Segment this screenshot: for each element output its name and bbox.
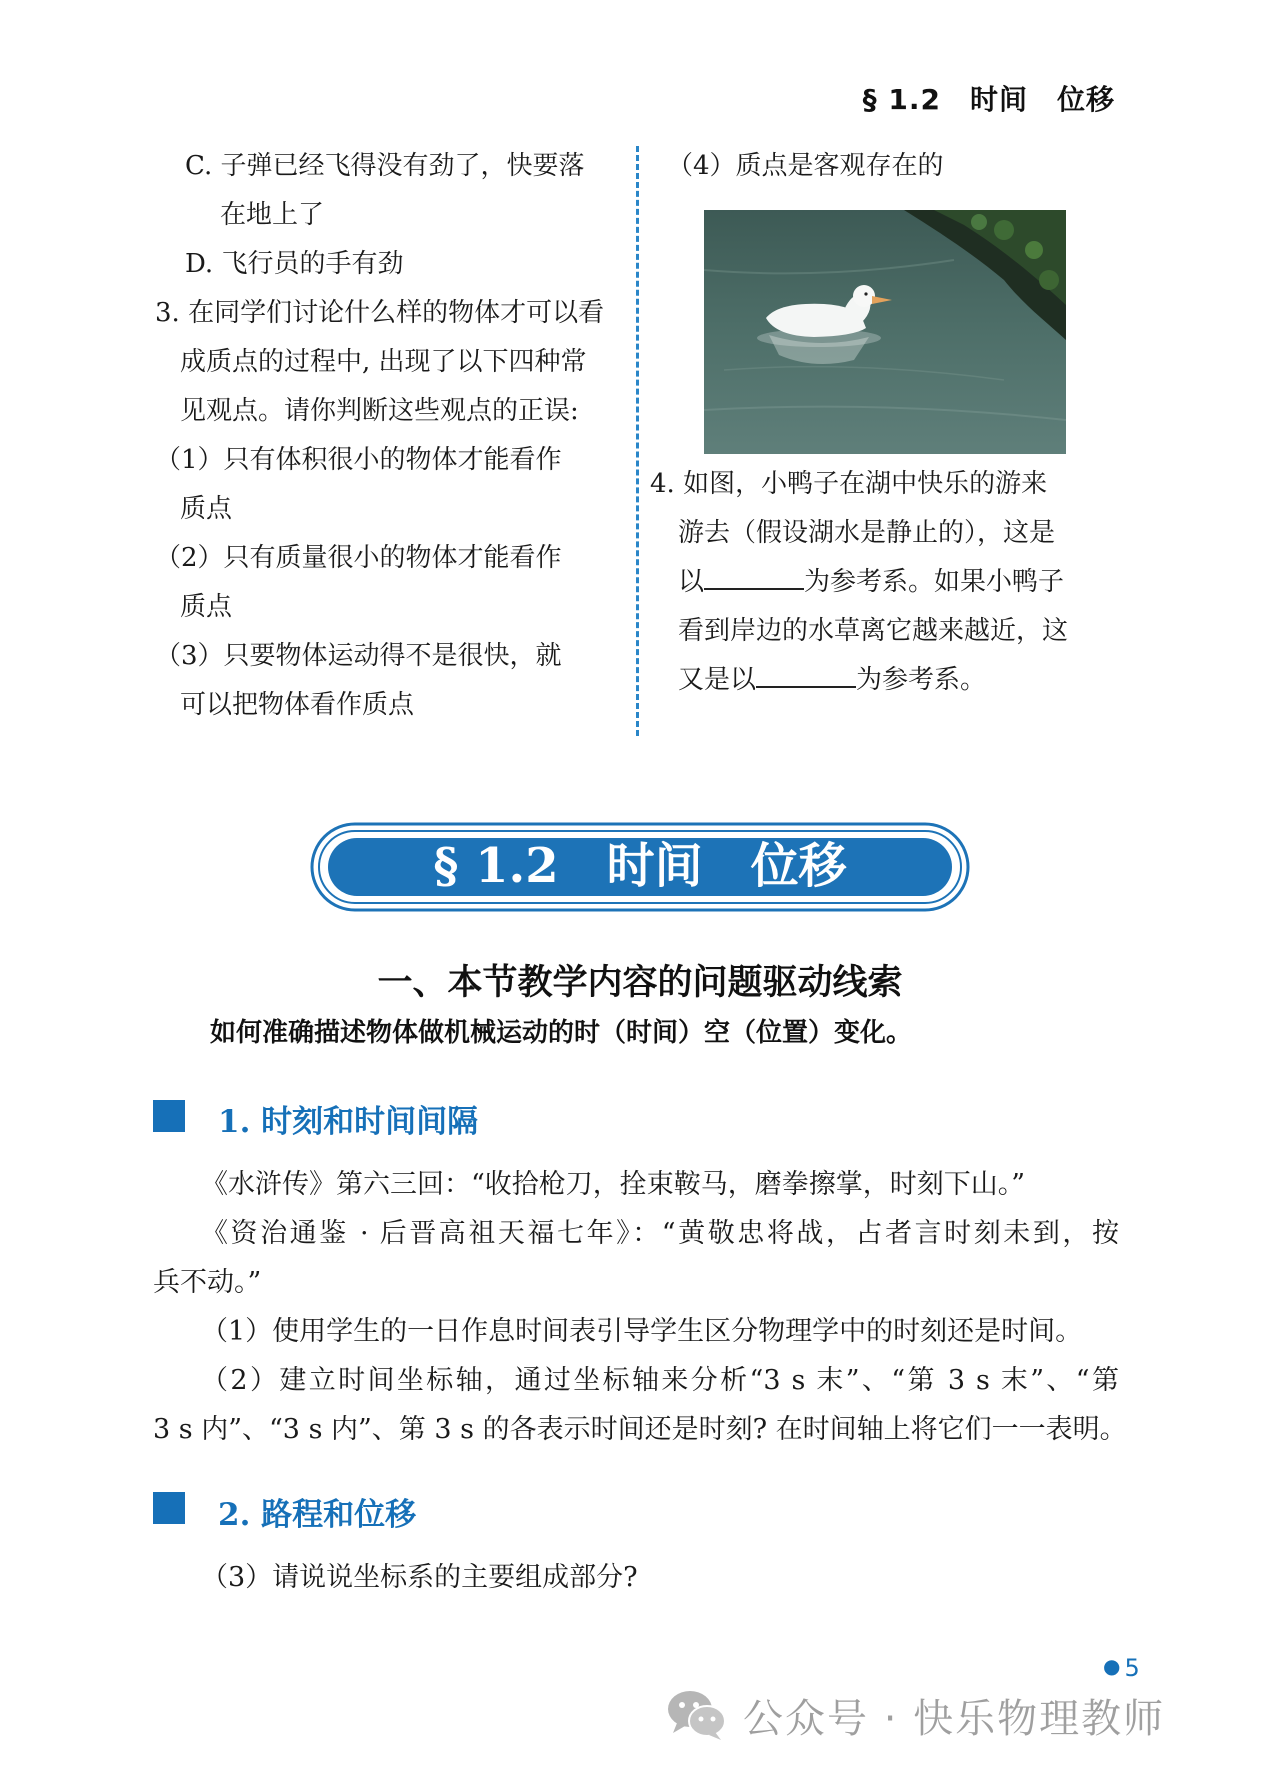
subsection-1-body <box>153 1160 1127 1454</box>
page-number-value: 5 <box>1124 1654 1140 1682</box>
subsection-title-1: 1. 时刻和时间间隔 <box>218 1104 479 1140</box>
option-c-line-2: 在地上了 <box>220 200 325 230</box>
driving-question: 如何准确描述物体做机械运动的时（时间）空（位置）变化。 <box>210 1018 913 1048</box>
option-d-line: D. 飞行员的手有劲 <box>185 249 404 279</box>
section-banner <box>310 822 970 912</box>
wechat-icon <box>665 1687 729 1743</box>
paragraph-item-3: （3）请说说坐标系的主要组成部分? <box>201 1562 638 1593</box>
question-3-line-2: 成质点的过程中, 出现了以下四种常 <box>180 347 587 377</box>
section-banner-title: § 1.2 时间 位移 <box>433 838 847 894</box>
question-4 <box>650 460 1068 705</box>
answer-blank-2[interactable] <box>756 662 856 688</box>
question-4-line-5 <box>650 656 1068 705</box>
view-3-line-2: 可以把物体看作质点 <box>180 690 415 720</box>
subsection-title-2: 2. 路程和位移 <box>218 1497 417 1533</box>
view-4-line: （4）质点是客观存在的 <box>667 151 944 181</box>
subsection-marker-2 <box>153 1492 185 1524</box>
q4-text-post-2: 为参考系。 <box>856 665 987 695</box>
duck-photo <box>704 210 1066 454</box>
q4-text-post: 为参考系。如果小鸭子 <box>804 567 1065 597</box>
paragraph-zizhi-line-1: 《资治通鉴 · 后晋高祖天福七年》：“黄敬忠将战，占者言时刻未到，按 <box>201 1218 1119 1249</box>
question-4-line-4: 看到岸边的水草离它越来越近，这 <box>678 616 1069 646</box>
paragraph-zizhi-line-2: 兵不动。” <box>153 1267 262 1298</box>
page-number-bullet: ● <box>1103 1654 1121 1678</box>
watermark-text: 公众号 · 快乐物理教师 <box>743 1695 1166 1742</box>
view-3-line-1: （3）只要物体运动得不是很快，就 <box>155 641 562 671</box>
view-2-line-1: （2）只有质量很小的物体才能看作 <box>155 543 562 573</box>
right-column <box>655 142 1125 191</box>
view-2-line-2: 质点 <box>180 592 233 622</box>
column-divider <box>636 146 639 736</box>
paragraph-item-2-line-2: 3 s 内”、“3 s 内”、第 3 s 的各表示时间还是时刻? 在时间轴上将它们一一表明。 <box>153 1414 1127 1445</box>
question-4-line-2: 游去（假设湖水是静止的），这是 <box>678 518 1056 548</box>
question-4-line-3 <box>650 558 1068 607</box>
paragraph-item-2-line-1: （2）建立时间坐标轴，通过坐标轴来分析“3 s 末”、“第 3 s 末”、“第 <box>201 1365 1119 1396</box>
answer-blank-1[interactable] <box>704 564 804 590</box>
left-column <box>150 142 630 730</box>
running-header: § 1.2 时间 位移 <box>862 83 1115 116</box>
paragraph-item-1: （1）使用学生的一日作息时间表引导学生区分物理学中的时刻还是时间。 <box>201 1316 1083 1347</box>
question-3-line-3: 见观点。请你判断这些观点的正误: <box>180 396 579 426</box>
question-3-line-1: 3. 在同学们讨论什么样的物体才可以看 <box>155 298 605 328</box>
question-4-line-1: 4. 如图，小鸭子在湖中快乐的游来 <box>650 469 1048 499</box>
subsection-marker-1 <box>153 1100 185 1132</box>
view-1-line-2: 质点 <box>180 494 233 524</box>
q4-text-pre: 以 <box>678 567 705 597</box>
watermark <box>665 1680 1165 1750</box>
subsection-2-body <box>153 1553 1119 1602</box>
q4-text-pre-2: 又是以 <box>678 665 757 695</box>
paragraph-shuihu: 《水浒传》第六三回：“收拾枪刀，拴束鞍马，磨拳擦掌，时刻下山。” <box>201 1169 1026 1200</box>
page-number <box>1103 1654 1140 1682</box>
option-c-line-1: C. 子弹已经飞得没有劲了，快要落 <box>185 151 585 181</box>
section-heading: 一、本节教学内容的问题驱动线索 <box>377 963 903 1003</box>
view-1-line-1: （1）只有体积很小的物体才能看作 <box>155 445 562 475</box>
